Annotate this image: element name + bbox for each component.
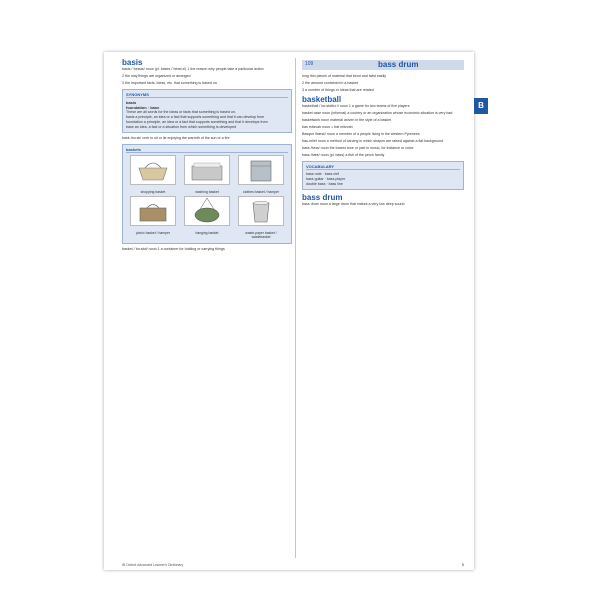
illustration-title: baskets bbox=[126, 147, 288, 153]
shopping-basket-image bbox=[130, 155, 176, 185]
basket-caption: washing basket bbox=[195, 190, 219, 194]
panel-title: SYNONYMS bbox=[126, 92, 288, 98]
vocabulary-panel bbox=[302, 161, 464, 190]
entry-line: long thin pieces of material that bend and twist easily bbox=[302, 74, 387, 78]
basket-caption: picnic basket / hamper bbox=[136, 231, 170, 235]
basket-caption: waste-paper basket / wastebasket bbox=[245, 231, 277, 239]
entry-line: 3 the important facts, ideas, etc. that something is based on bbox=[122, 81, 217, 85]
footer-left-text: IB Oxford Advanced Learner's Dictionary bbox=[122, 563, 184, 567]
right-column bbox=[302, 74, 464, 209]
panel-item: basis a principle, an idea or a fact that supports something and that it can develop from bbox=[126, 115, 265, 119]
dictionary-page bbox=[104, 52, 474, 570]
basket-caption: hanging basket bbox=[195, 231, 219, 235]
left-column bbox=[122, 58, 292, 254]
basket-figure bbox=[238, 196, 284, 239]
baskets-illustration-panel bbox=[122, 144, 292, 244]
basket-figure bbox=[130, 155, 176, 194]
headword-bass-drum: bass drum bbox=[302, 193, 343, 202]
basket-caption: clothes basket / hamper bbox=[243, 190, 279, 194]
entry-line: 3 a number of things or ideas that are related bbox=[302, 88, 374, 92]
page-footer bbox=[104, 560, 474, 570]
synonyms-panel bbox=[122, 89, 292, 133]
basket-figure bbox=[130, 196, 176, 239]
column-divider bbox=[295, 58, 296, 558]
panel-item: double bass · bass line bbox=[306, 182, 343, 186]
entry-basketball: basketball /ˈbɑːskɪtbɔːl/ noun 1 a game for two teams of five players bbox=[302, 104, 410, 108]
entry-line: bass /bæs/ noun (pl. bass) a fish of the perch family bbox=[302, 153, 385, 157]
page-header-bar bbox=[302, 60, 464, 70]
clothes-basket-image bbox=[238, 155, 284, 185]
panel-item: foundation a principle, an idea or a fact that supports something and that it develops from bbox=[126, 120, 268, 124]
entry-line: Basque /bæsk/ noun a member of a people living in the western Pyrenees bbox=[302, 132, 420, 136]
entry-line: basket case noun (informal) a country or an organization whose economic situation is very bad bbox=[302, 111, 453, 115]
entry-line: 2 the way things are organized or arranged bbox=[122, 74, 191, 78]
page-headword: bass drum bbox=[378, 60, 419, 69]
waste-paper-basket-image bbox=[238, 196, 284, 226]
basket-caption: shopping basket bbox=[140, 190, 166, 194]
entry-bask: bask /bɑːsk/ verb to sit or lie enjoying the warmth of the sun or a fire bbox=[122, 136, 230, 140]
entry-line: bas-relief noun a method of carving in which shapes are raised against a flat background bbox=[302, 139, 444, 143]
picnic-basket-image bbox=[130, 196, 176, 226]
entry-line: bas mitzvah noun = bat mitzvah bbox=[302, 125, 353, 129]
entry-basket: basket /ˈbɑːskɪt/ noun 1 a container for holding or carrying things bbox=[122, 247, 225, 251]
basket-figure bbox=[184, 196, 230, 239]
panel-item: bass note · bass clef bbox=[306, 172, 339, 176]
panel-subtitle: basis bbox=[126, 100, 137, 105]
panel-subtitle-2: foundation · base bbox=[126, 105, 160, 110]
entry-line: basis /ˈbeɪsɪs/ noun (pl. bases /ˈbeɪsiːz/) 1 the reason why people take a particular action bbox=[122, 67, 264, 71]
basket-figure bbox=[184, 155, 230, 194]
hanging-basket-image bbox=[184, 196, 230, 226]
headword-basketball: basketball bbox=[302, 95, 342, 104]
entry-line: basketwork noun material woven in the style of a basket bbox=[302, 118, 392, 122]
footer-right-text: B bbox=[461, 563, 464, 567]
panel-item: base an idea, a fact or a situation from which something is developed bbox=[126, 125, 237, 129]
page-number: 109 bbox=[305, 61, 314, 67]
panel-item: bass guitar · bass player bbox=[306, 177, 346, 181]
entry-line: 2 the amount contained in a basket bbox=[302, 81, 358, 85]
headword-basis: basis bbox=[122, 58, 143, 67]
basket-figure bbox=[238, 155, 284, 194]
panel-title: VOCABULARY bbox=[306, 164, 460, 170]
entry-line: bass /beɪs/ noun the lowest tone or part in music, for instance or voice bbox=[302, 146, 414, 150]
panel-item: These are all words for the ideas or facts that something is based on. bbox=[126, 110, 236, 114]
entry-bass-drum: bass drum noun a large drum that makes a very low deep sound bbox=[302, 202, 405, 206]
washing-basket-image bbox=[184, 155, 230, 185]
thumb-index-tab[interactable]: B bbox=[474, 98, 488, 114]
